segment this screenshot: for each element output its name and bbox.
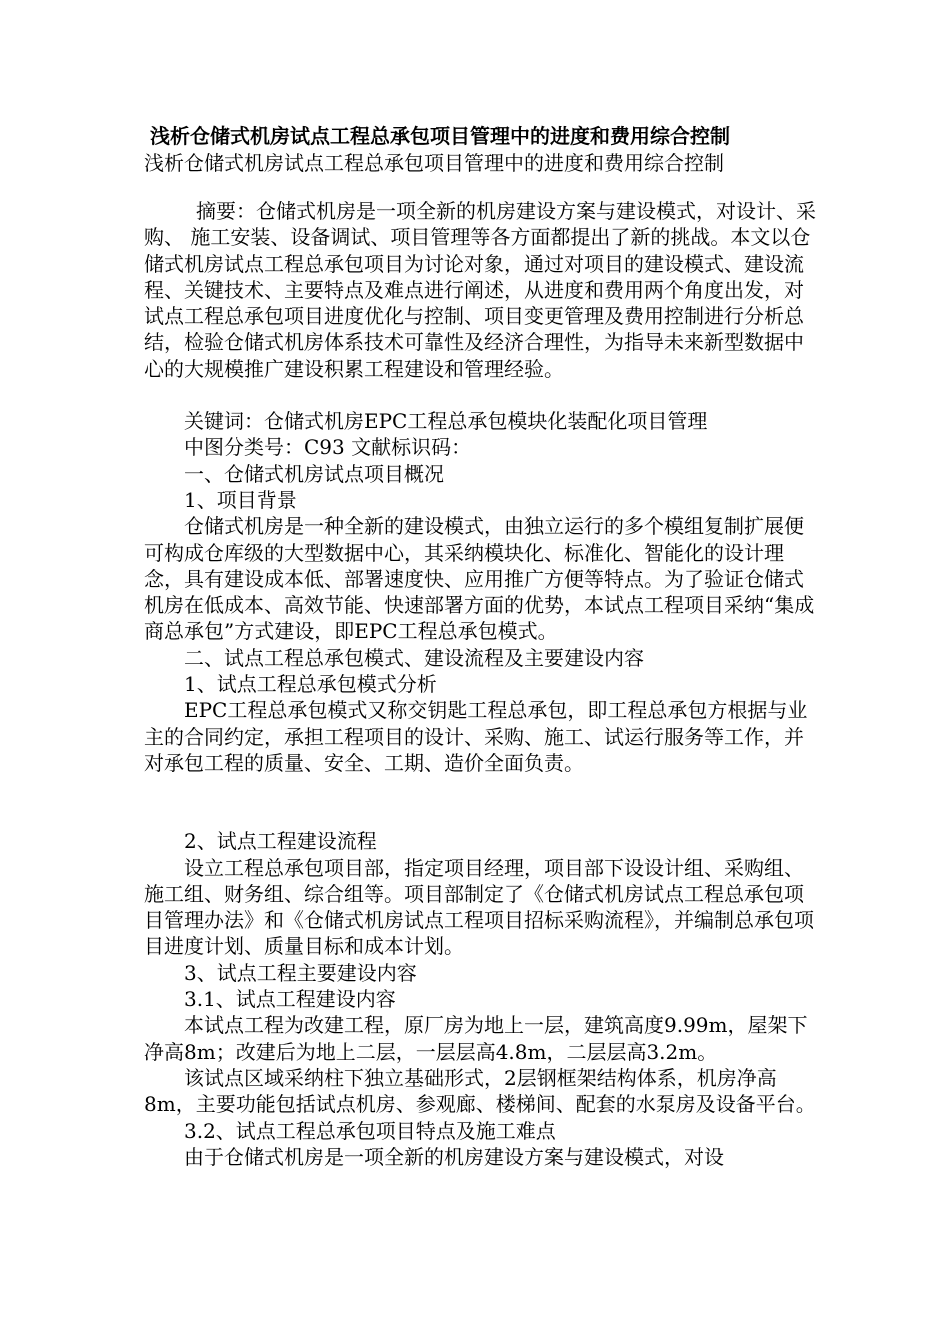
epc-paragraph: EPC工程总承包模式又称交钥匙工程总承包，即工程总承包方根据与业主的合同约定，承担工程项目的设计、采购、施工、试运行服务等工作，并对承包工程的质量、安全、工期、造价全面负责。 xyxy=(144,698,808,775)
document-body xyxy=(144,198,820,1170)
subsection-heading-3-1: 3.1、试点工程建设内容 xyxy=(184,987,396,1012)
content-paragraph-1: 本试点工程为改建工程，原厂房为地上一层，建筑高度9.99m，屋架下净高8m；改建后为地上二层，一层层高4.8m，二层层高3.2m。 xyxy=(144,1013,808,1064)
difficulty-paragraph: 由于仓储式机房是一项全新的机房建设方案与建设模式，对设 xyxy=(184,1144,724,1169)
subsection-heading-2-3: 3、试点工程主要建设内容 xyxy=(184,960,417,985)
section-heading-2: 二、试点工程总承包模式、建设流程及主要建设内容 xyxy=(184,645,644,670)
subsection-heading-1-1: 1、项目背景 xyxy=(184,487,297,512)
process-paragraph: 设立工程总承包项目部，指定项目经理，项目部下设设计组、采购组、施工组、财务组、综合组等。项目部制定了《仓储式机房试点工程总承包项目管理办法》和《仓储式机房试点工程项目招标采购流程》，并编制总承包项目进度计划、质量目标和成本计划。 xyxy=(144,855,814,959)
classification-line: 中图分类号：C93 文献标识码： xyxy=(184,435,472,460)
abstract-paragraph: 摘要：仓储式机房是一项全新的机房建设方案与建设模式，对设计、采购、 施工安装、设备调试、项目管理等各方面都提出了新的挑战。本文以仓储式机房试点工程总承包项目为讨论对象，通过对项目的建设模式、建设流程、关键技术、主要特点及难点进行阐述，从进度和费用两个角度出发，对试点工程总承包项目进度优化与控制、项目变更管理及费用控制进行分析总结，检验仓储式机房体系技术可靠性及经济合理性，为指导未来新型数据中心的大规模推广建设积累工程建设和管理经验。 xyxy=(144,199,816,381)
subsection-heading-2-1: 1、试点工程总承包模式分析 xyxy=(184,672,437,697)
subsection-heading-2-2: 2、试点工程建设流程 xyxy=(184,829,377,854)
content-paragraph-2: 该试点区域采纳柱下独立基础形式，2层钢框架结构体系，机房净高8m，主要功能包括试点机房、参观廊、楼梯间、配套的水泵房及设备平台。 xyxy=(144,1065,816,1117)
keywords-line: 关键词：仓储式机房EPC工程总承包模块化装配化项目管理 xyxy=(184,409,708,434)
section-heading-1: 一、仓储式机房试点项目概况 xyxy=(184,461,444,486)
background-paragraph: 仓储式机房是一种全新的建设模式，由独立运行的多个模组复制扩展便可构成仓库级的大型数据中心，其采纳模块化、标准化、智能化的设计理念，具有建设成本低、部署速度快、应用推广方便等特点。为了验证仓储式机房在低成本、高效节能、快速部署方面的优势，本试点工程项目采纳“集成商总承包”方式建设，即EPC工程总承包模式。 xyxy=(144,514,815,644)
document-title: 浅析仓储式机房试点工程总承包项目管理中的进度和费用综合控制 xyxy=(150,124,730,148)
subsection-heading-3-2: 3.2、试点工程总承包项目特点及施工难点 xyxy=(184,1118,556,1143)
document-subtitle: 浅析仓储式机房试点工程总承包项目管理中的进度和费用综合控制 xyxy=(144,151,724,175)
spacer xyxy=(144,776,820,828)
spacer xyxy=(144,382,820,408)
